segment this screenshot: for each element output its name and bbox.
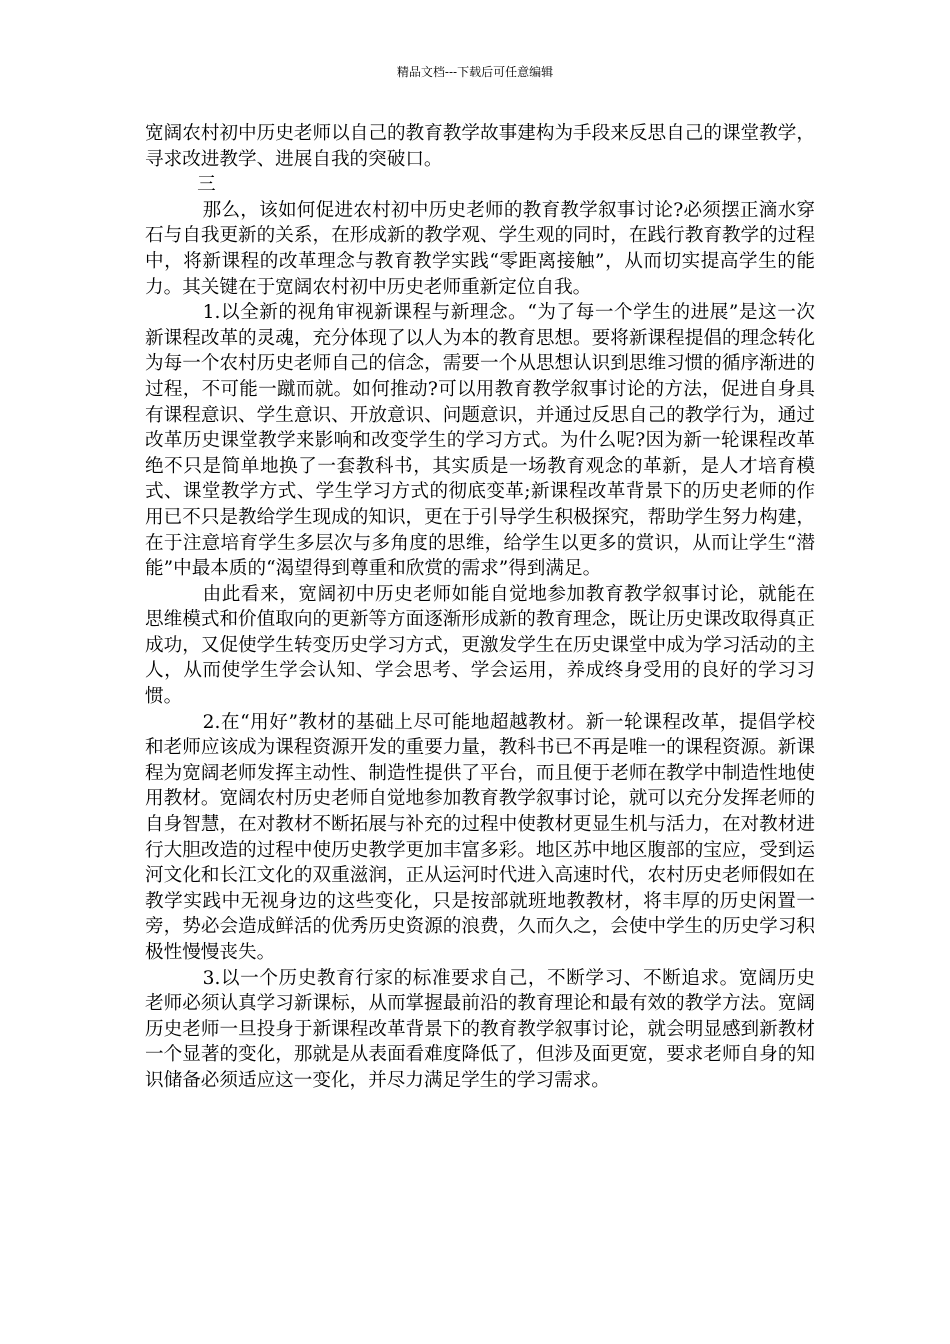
paragraph-point-1: 1.以全新的视角审视新课程与新理念。“为了每一个学生的进展”是这一次新课程改革的灵魂，充分体现了以人为本的教育思想。要将新课程提倡的理念转化为每一个农村历史老师自己的信念，需要一个从思想认识到思维习惯的循序渐进的过程，不可能一蹴而就。如何推动?可以用教育教学叙事讨论的方法，促进自身具有课程意识、学生意识、开放意识、问题意识，并通过反思自己的教学行为，通过改革历史课堂教学来影响和改变学生的学习方式。为什么呢?因为新一轮课程改革绝不只是简单地换了一套教科书，其实质是一场教育观念的革新，是人才培育模式、课堂教学方式、学生学习方式的彻底变革;新课程改革背景下的历史老师的作用已不只是教给学生现成的知识，更在于引导学生积极探究，帮助学生努力构建，在于注意培育学生多层次与多角度的思维，给学生以更多的赏识，从而让学生“潜能”中最本质的“渴望得到尊重和欣赏的需求”得到满足。 — [145, 302, 815, 580]
section-number-three: 三 — [197, 174, 216, 196]
paragraph-intro: 宽阔农村初中历史老师以自己的教育教学故事建构为手段来反思自己的课堂教学，寻求改进教学、进展自我的突破口。 — [145, 123, 815, 170]
page-header: 精品文档---下载后可任意编辑 — [396, 65, 554, 79]
paragraph-point-2: 2.在“用好”教材的基础上尽可能地超越教材。新一轮课程改革，提倡学校和老师应该成为课程资源开发的重要力量，教科书已不再是唯一的课程资源。新课程为宽阔老师发挥主动性、制造性提供了平台，而且便于老师在教学中制造性地使用教材。宽阔农村历史老师自觉地参加教育教学叙事讨论，就可以充分发挥老师的自身智慧，在对教材不断拓展与补充的过程中使教材更显生机与活力，在对教材进行大胆改造的过程中使历史教学更加丰富多彩。地区苏中地区腹部的宝应，受到运河文化和长江文化的双重滋润，正从运河时代进入高速时代，农村历史老师假如在教学实践中无视身边的这些变化，只是按部就班地教教材，将丰厚的历史闲置一旁，势必会造成鲜活的优秀历史资源的浪费，久而久之，会使中学生的历史学习积极性慢慢丧失。 — [145, 711, 815, 963]
document-body — [145, 121, 815, 1094]
paragraph-how-to-promote: 那么，该如何促进农村初中历史老师的教育教学叙事讨论?必须摆正滴水穿石与自我更新的关系，在形成新的教学观、学生观的同时，在践行教育教学的过程中，将新课程的改革理念与教育教学实践“零距离接触”，从而切实提高学生的能力。其关键在于宽阔农村初中历史老师重新定位自我。 — [145, 199, 815, 298]
paragraph-conclusion-1: 由此看来，宽阔初中历史老师如能自觉地参加教育教学叙事讨论，就能在思维模式和价值取向的更新等方面逐渐形成新的教育理念，既让历史课改取得真正成功，又促使学生转变历史学习方式，更激发学生在历史课堂中成为学习活动的主人，从而使学生学会认知、学会思考、学会运用，养成终身受用的良好的学习习惯。 — [145, 583, 815, 708]
paragraph-point-3: 3.以一个历史教育行家的标准要求自己，不断学习、不断追求。宽阔历史老师必须认真学习新课标，从而掌握最前沿的教育理论和最有效的教学方法。宽阔历史老师一旦投身于新课程改革背景下的教育教学叙事讨论，就会明显感到新教材一个显著的变化，那就是从表面看难度降低了，但涉及面更宽，要求老师自身的知识储备必须适应这一变化，并尽力满足学生的学习需求。 — [145, 967, 815, 1091]
